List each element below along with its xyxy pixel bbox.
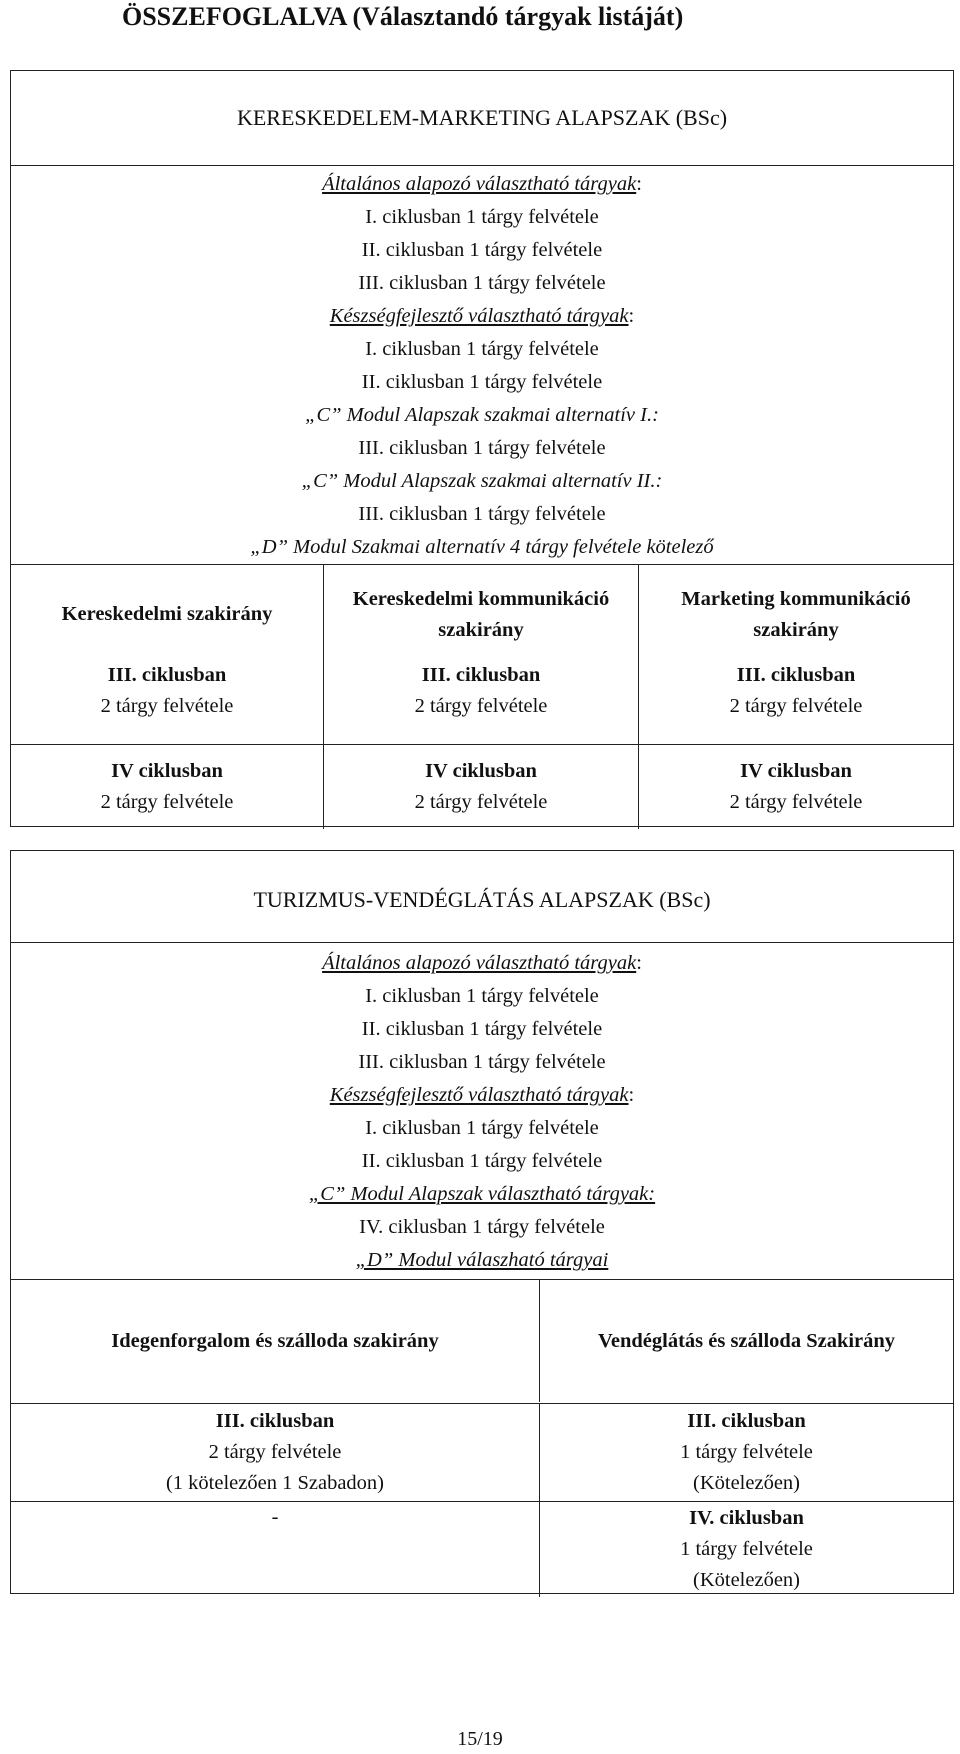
table-cell: III. ciklusban 2 tárgy felvétele <box>100 664 234 717</box>
requirement-line: IV. ciklusban 1 tárgy felvétele <box>359 1216 605 1238</box>
table-cell: IV ciklusban 2 tárgy felvétele <box>11 744 323 829</box>
table-cell: III. ciklusban 2 tárgy felvétele <box>323 660 638 744</box>
page-number: 15/19 <box>457 1728 503 1750</box>
requirement-line: II. ciklusban 1 tárgy felvétele <box>361 1150 603 1172</box>
requirements-list <box>11 166 953 564</box>
requirement-line: II. ciklusban 1 tárgy felvétele <box>361 1018 603 1040</box>
section-kereskedelem-marketing <box>10 70 954 827</box>
section-turizmus-vendeglatas <box>10 850 954 1594</box>
table-header-cell: Vendéglátás és szálloda Szakirány <box>539 1280 953 1402</box>
table-cell: - <box>11 1501 539 1597</box>
requirement-line: „C” Modul Alapszak szakmai alternatív II.: <box>301 470 663 492</box>
table-header-cell: Kereskedelmi kommunikáció szakirány <box>323 565 638 660</box>
requirement-line: I. ciklusban 1 tárgy felvétele <box>365 206 599 228</box>
requirement-line: III. ciklusban 1 tárgy felvétele <box>358 437 606 459</box>
requirement-line: III. ciklusban 1 tárgy felvétele <box>358 1051 606 1073</box>
table-header-cell: Marketing kommunikáció szakirány <box>638 565 953 660</box>
requirement-line: II. ciklusban 1 tárgy felvétele <box>361 371 603 393</box>
requirement-line: II. ciklusban 1 tárgy felvétele <box>361 239 603 261</box>
requirement-line: Általános alapozó választható tárgyak: <box>322 173 642 195</box>
requirement-line: „C” Modul Alapszak szakmai alternatív I.: <box>305 404 659 426</box>
specialization-table <box>11 564 953 829</box>
table-cell: IV ciklusban 2 tárgy felvétele <box>638 744 953 829</box>
specialization-table <box>11 1279 953 1598</box>
section-heading: TURIZMUS-VENDÉGLÁTÁS ALAPSZAK (BSc) <box>11 851 953 943</box>
requirement-line: I. ciklusban 1 tárgy felvétele <box>365 338 599 360</box>
requirement-line: III. ciklusban 1 tárgy felvétele <box>358 272 606 294</box>
requirement-line: I. ciklusban 1 tárgy felvétele <box>365 1117 599 1139</box>
section-heading: KERESKEDELEM-MARKETING ALAPSZAK (BSc) <box>11 71 953 166</box>
table-cell: III. ciklusban 2 tárgy felvétele <box>638 660 953 744</box>
requirement-line: „D” Modul Szakmai alternatív 4 tárgy felvétele kötelező <box>250 536 714 558</box>
table-cell: III. ciklusban 2 tárgy felvétele (1 kötelezően 1 Szabadon) <box>11 1403 539 1501</box>
table-cell: III. ciklusban 1 tárgy felvétele (Kötelezően) <box>539 1403 953 1501</box>
requirement-line: Általános alapozó választható tárgyak: <box>322 952 642 974</box>
table-header-cell: Idegenforgalom és szálloda szakirány <box>111 1329 439 1352</box>
requirement-line: Készségfejlesztő választható tárgyak: <box>329 305 635 327</box>
page-title: ÖSSZEFOGLALVA (Választandó tárgyak listáját) <box>122 2 684 31</box>
table-cell: IV ciklusban 2 tárgy felvétele <box>323 744 638 829</box>
requirements-list <box>11 943 953 1279</box>
requirement-line: I. ciklusban 1 tárgy felvétele <box>365 985 599 1007</box>
requirement-line: „D” Modul válaszható tárgyai <box>355 1249 609 1271</box>
requirement-line: III. ciklusban 1 tárgy felvétele <box>358 503 606 525</box>
requirement-line: Készségfejlesztő választható tárgyak: <box>329 1084 635 1106</box>
table-header-cell: Kereskedelmi szakirány <box>61 603 273 625</box>
requirement-line: „C” Modul Alapszak választható tárgyak: <box>308 1183 656 1205</box>
table-cell: IV. ciklusban 1 tárgy felvétele (Kötelezően) <box>539 1501 953 1597</box>
